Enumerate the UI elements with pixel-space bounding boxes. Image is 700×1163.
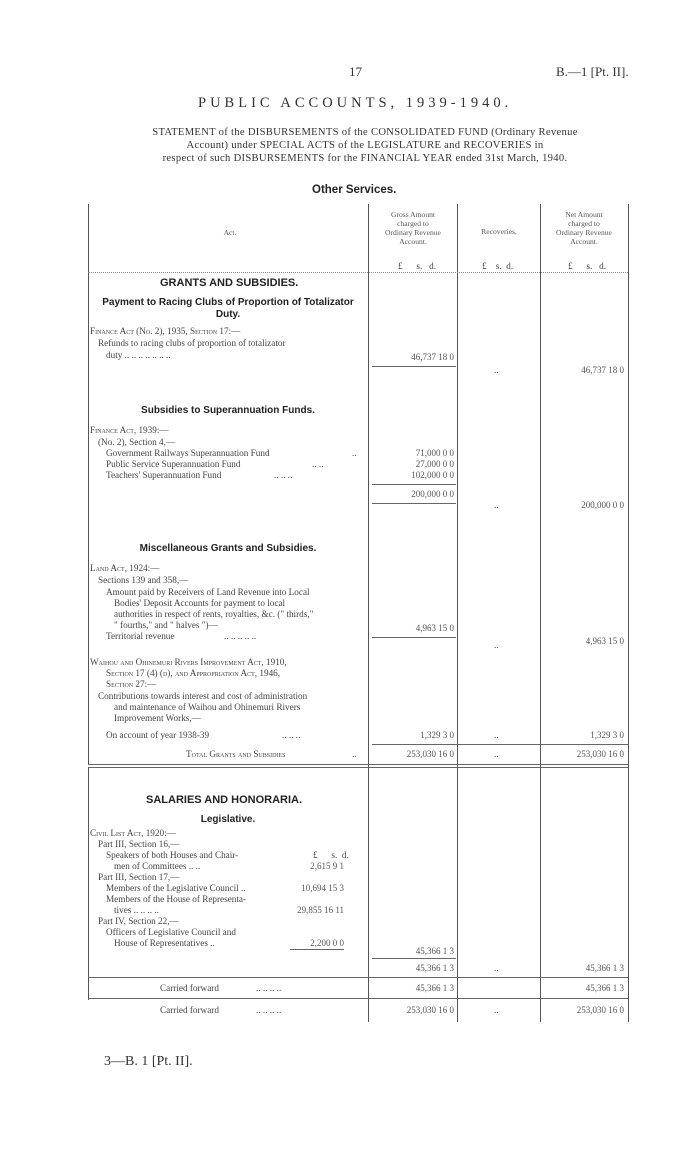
column-header-gross: Gross Amount charged to Ordinary Revenue Account. — [385, 210, 441, 246]
net-amount: 200,000 0 0 — [581, 500, 624, 510]
total-gross: 253,030 16 0 — [406, 749, 454, 759]
page-reference: B.—1 [Pt. II]. — [556, 64, 629, 79]
subtotal-net: 45,366 1 3 — [585, 963, 624, 973]
table-right-border — [628, 204, 629, 784]
act-section: Part IV, Section 22,— — [98, 916, 179, 926]
section-heading: GRANTS AND SUBSIDIES. — [160, 277, 299, 289]
net-amount: 1,329 3 0 — [590, 730, 624, 740]
dots: .. .. .. .. — [256, 1005, 282, 1015]
recoveries-amount: .. — [494, 640, 499, 650]
statement-heading — [70, 126, 660, 165]
total-recoveries: .. — [494, 749, 499, 759]
fund-item: Public Service Superannuation Fund — [106, 459, 241, 469]
carried-forward-net: 253,030 16 0 — [576, 1005, 624, 1015]
subtotal-gross: 45,366 1 3 — [415, 963, 454, 973]
item-amount: 10,694 15 3 — [301, 883, 344, 893]
act-citation: Waihou and Ohinemuri Rivers Improvement Act, 1910, — [90, 657, 287, 667]
column-divider — [540, 784, 541, 1000]
item-description: Members of the Legislative Council .. — [106, 883, 246, 893]
column-divider — [368, 998, 369, 1022]
recoveries-amount: .. — [494, 730, 499, 740]
dots: .. .. .. .. — [256, 983, 282, 993]
currency-header: £ s. d. — [398, 261, 437, 271]
item-description: Improvement Works,— — [114, 713, 201, 723]
currency-header: £ s. d. — [568, 261, 607, 271]
fund-item: Government Railways Superannuation Fund — [106, 448, 270, 458]
table-left-border — [88, 204, 89, 764]
item-description: duty .. .. .. .. .. .. .. — [106, 350, 171, 360]
item-amount: 2,615 9 1 — [310, 861, 344, 871]
act-section: Sections 139 and 358,— — [98, 575, 189, 585]
column-header-recoveries: Recoveries. — [481, 227, 517, 236]
item-description: House of Representatives .. — [114, 938, 215, 948]
sum-rule — [372, 366, 456, 367]
fund-item: Teachers' Superannuation Fund — [106, 470, 222, 480]
act-citation: Section 17 (4) (d), and Appropriation Act, 1946, — [106, 668, 281, 678]
item-amount: 29,855 16 11 — [297, 905, 344, 915]
net-amount: 4,963 15 0 — [585, 636, 624, 646]
currency-header: £ s. d. — [482, 261, 514, 271]
item-description: and maintenance of Waihou and Ohinemuri Rivers — [114, 702, 301, 712]
act-section: Part III, Section 16,— — [98, 839, 180, 849]
total-label: Total Grants and Subsidies — [186, 749, 286, 759]
statement-line: respect of such DISBURSEMENTS for the FINANCIAL YEAR ended 31st March, 1940. — [162, 153, 568, 164]
carried-forward-gross: 253,030 16 0 — [406, 1005, 454, 1015]
act-citation: Land Act, 1924:— — [90, 563, 160, 573]
section-heading: SALARIES AND HONORARIA. — [146, 794, 303, 806]
subsection-heading: Miscellaneous Grants and Subsidies. — [139, 543, 317, 554]
recoveries-amount: .. — [494, 365, 499, 375]
column-divider — [368, 784, 369, 1000]
recoveries-amount: .. — [494, 500, 499, 510]
gross-amount: 45,366 1 3 — [415, 946, 454, 956]
item-description: authorities in respect of rents, royalties, &c. (" thirds," — [114, 609, 314, 619]
dots: .. .. .. .. .. — [224, 631, 257, 641]
dots: .. .. .. — [274, 470, 293, 480]
gross-amount: 46,737 18 0 — [411, 352, 454, 362]
sum-rule — [372, 503, 456, 504]
gross-amount: 4,963 15 0 — [415, 623, 454, 633]
dots: .. — [352, 448, 357, 458]
sum-rule — [372, 744, 628, 745]
header-rule — [88, 272, 628, 273]
page-number: 17 — [349, 64, 362, 79]
inner-currency-header: £ s. d. — [313, 850, 349, 860]
subtitle: Other Services. — [312, 184, 397, 196]
subtotal-recoveries: .. — [494, 963, 499, 973]
column-divider — [540, 998, 541, 1022]
column-divider — [540, 204, 541, 784]
column-divider — [368, 204, 369, 784]
column-divider — [457, 204, 458, 784]
gross-amount: 1,329 3 0 — [420, 730, 454, 740]
item-label: On account of year 1938-39 — [106, 730, 210, 740]
subsection-heading: Subsidies to Superannuation Funds. — [141, 405, 315, 416]
section-rule — [88, 764, 628, 765]
item-description: Speakers of both Houses and Chair- — [106, 850, 239, 860]
item-description: Refunds to racing clubs of proportion of totalizator — [98, 338, 286, 348]
subsection-heading: Legislative. — [200, 814, 256, 825]
gross-amount: 200,000 0 0 — [411, 489, 454, 499]
page-title: PUBLIC ACCOUNTS, 1939-1940. — [198, 95, 513, 111]
fund-amount: 71,000 0 0 — [415, 448, 454, 458]
item-description: tives .. .. .. .. — [114, 905, 159, 915]
statement-line: Account) under SPECIAL ACTS of the LEGISLATURE and RECOVERIES in — [186, 140, 544, 151]
table-right-border — [628, 784, 629, 1000]
item-description: Members of the House of Representa- — [106, 894, 247, 904]
act-section: (No. 2), Section 4,— — [98, 437, 176, 447]
dots: .. — [352, 749, 357, 759]
item-description: Contributions towards interest and cost of administration — [98, 691, 308, 701]
subsection-heading: Payment to Racing Clubs of Proportion of Totalizator Duty. — [102, 297, 354, 320]
total-net: 253,030 16 0 — [576, 749, 624, 759]
table-right-border — [628, 998, 629, 1022]
item-description: Bodies' Deposit Accounts for payment to local — [114, 598, 286, 608]
column-header-net: Net Amount charged to Ordinary Revenue Account. — [556, 210, 612, 246]
carried-forward-label: Carried forward — [160, 1005, 219, 1015]
section-rule — [88, 767, 628, 768]
dots: .. .. .. — [282, 730, 301, 740]
column-divider — [457, 998, 458, 1022]
sum-rule — [372, 637, 456, 638]
act-citation: Civil List Act, 1920:— — [90, 828, 176, 838]
carried-forward-recoveries: .. — [494, 1005, 499, 1015]
carried-forward-gross: 45,366 1 3 — [415, 983, 454, 993]
act-citation: Section 27:— — [106, 679, 157, 689]
sum-rule — [372, 958, 456, 959]
statement-line: STATEMENT of the DISBURSEMENTS of the CONSOLIDATED FUND (Ordinary Revenue — [152, 127, 578, 138]
act-section: Part III, Section 17,— — [98, 872, 180, 882]
row-rule — [88, 998, 628, 999]
item-amount: 2,200 0 0 — [310, 938, 344, 948]
item-label: Territorial revenue — [106, 631, 175, 641]
sum-rule — [290, 949, 344, 950]
dots: .. .. — [312, 459, 324, 469]
fund-amount: 27,000 0 0 — [415, 459, 454, 469]
carried-forward-net: 45,366 1 3 — [585, 983, 624, 993]
sum-rule — [372, 484, 456, 485]
row-rule — [88, 977, 628, 978]
act-citation: Finance Act, 1939:— — [90, 425, 169, 435]
net-amount: 46,737 18 0 — [581, 365, 624, 375]
fund-amount: 102,000 0 0 — [411, 470, 454, 480]
item-description: men of Committees .. .. — [114, 861, 201, 871]
item-description: " fourths," and " halves ")— — [114, 620, 218, 630]
act-citation: Finance Act (No. 2), 1935, Section 17:— — [90, 326, 241, 336]
column-divider — [457, 784, 458, 1000]
column-header-act: Act. — [223, 228, 237, 237]
footer-signature: 3—B. 1 [Pt. II]. — [104, 1054, 193, 1069]
item-description: Officers of Legislative Council and — [106, 927, 236, 937]
carried-forward-label: Carried forward — [160, 983, 219, 993]
item-description: Amount paid by Receivers of Land Revenue into Local — [106, 587, 310, 597]
table-left-border — [88, 768, 89, 1000]
